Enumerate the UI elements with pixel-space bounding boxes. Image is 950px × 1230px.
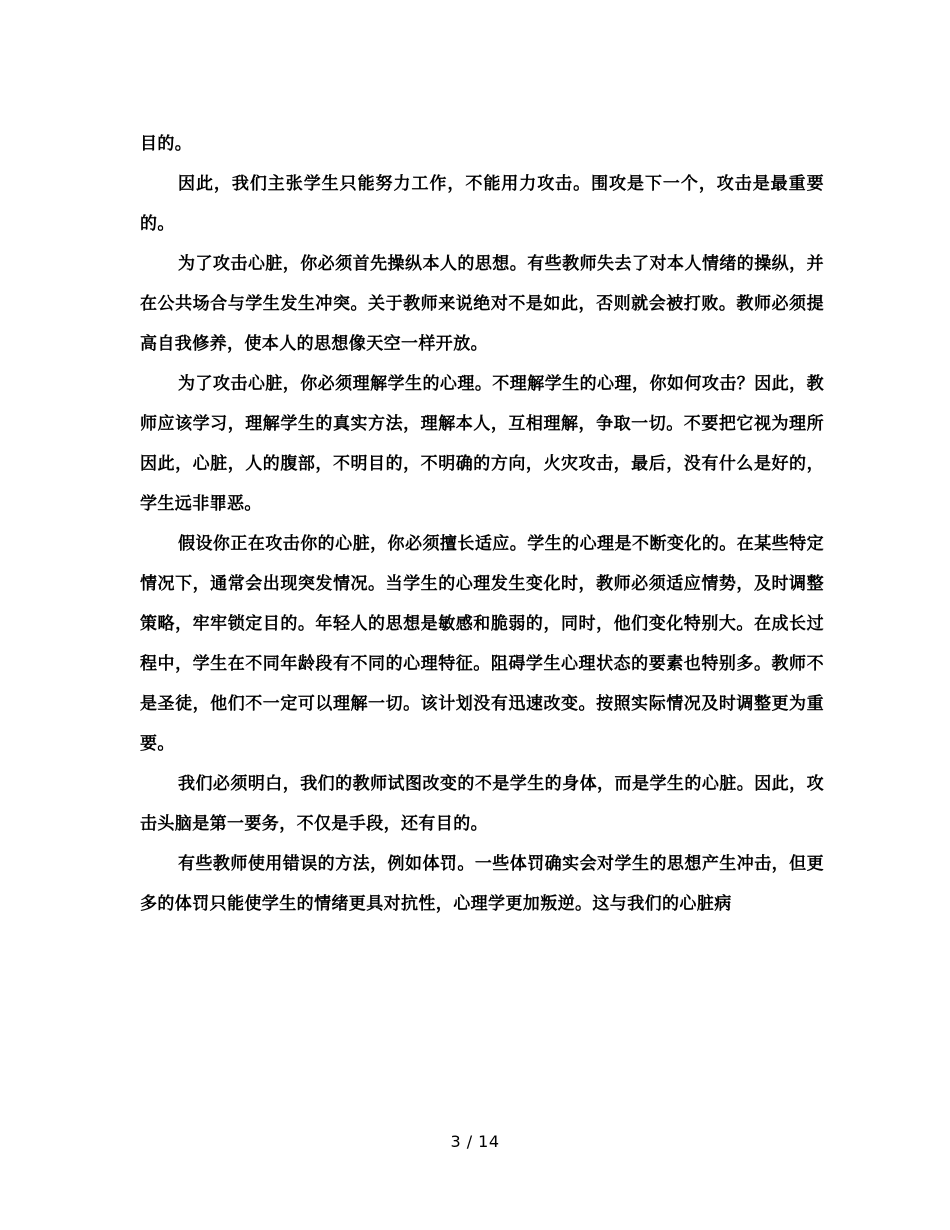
paragraph-2: 因此，我们主张学生只能努力工作，不能用力攻击。围攻是下一个，攻击是最重要的。 <box>140 174 824 234</box>
paragraph-7: 有些教师使用错误的方法，例如体罚。一些体罚确实会对学生的思想产生冲击，但更多的体罚只能使学生的情绪更具对抗性，心理学更加叛逆。这与我们的心脏病 <box>140 854 824 914</box>
paragraph-3: 为了攻击心脏，你必须首先操纵本人的思想。有些教师失去了对本人情绪的操纵，并在公共场合与学生发生冲突。关于教师来说绝对不是如此，否则就会被打败。教师必须提高自我修养，使本人的思想像天空一样开放。 <box>140 254 824 354</box>
document-body <box>140 124 824 924</box>
paragraph-4: 为了攻击心脏，你必须理解学生的心理。不理解学生的心理，你如何攻击？因此，教师应该学习，理解学生的真实方法，理解本人，互相理解，争取一切。不要把它视为理所因此，心脏，人的腹部，不明目的，不明确的方向，火灾攻击，最后，没有什么是好的，学生远非罪恶。 <box>140 374 824 514</box>
paragraph-1: 目的。 <box>140 134 193 154</box>
page-number: 3 / 14 <box>450 1132 500 1151</box>
paragraph-6: 我们必须明白，我们的教师试图改变的不是学生的身体，而是学生的心脏。因此，攻击头脑是第一要务，不仅是手段，还有目的。 <box>140 774 824 834</box>
paragraph-5: 假设你正在攻击你的心脏，你必须擅长适应。学生的心理是不断变化的。在某些特定情况下，通常会出现突发情况。当学生的心理发生变化时，教师必须适应情势，及时调整策略，牢牢锁定目的。年轻人的思想是敏感和脆弱的，同时，他们变化特别大。在成长过程中，学生在不同年龄段有不同的心理特征。阻碍学生心理状态的要素也特别多。教师不是圣徒，他们不一定可以理解一切。该计划没有迅速改变。按照实际情况及时调整更为重要。 <box>140 534 824 754</box>
